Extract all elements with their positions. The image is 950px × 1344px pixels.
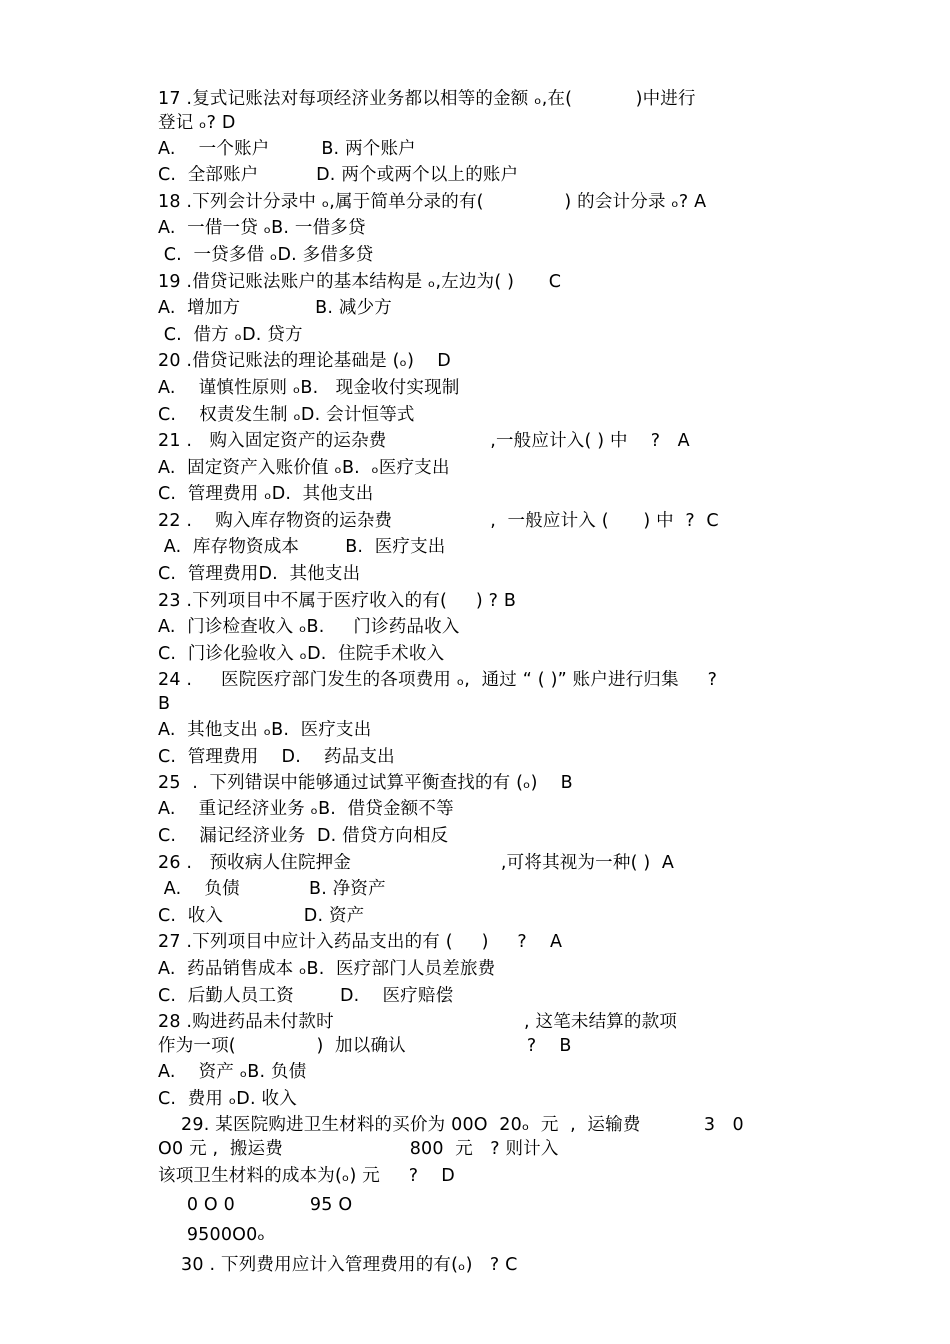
question-29-options-1: 0 O 0 95 O [158,1195,353,1215]
question-28-options-ab: A. 资产 ₒB. 负债 [158,1062,307,1082]
question-21-options-ab: A. 固定资产入账价值 ₒB. ₒ医疗支出 [158,458,450,478]
question-17-line-2: 登记 ₒ? D [158,113,236,133]
question-18-text: 18 .下列会计分录中 ₒ,属于简单分录的有( ) 的会计分录 ₒ? A [158,192,707,212]
question-26-options-cd: C. 收入 D. 资产 [158,906,365,926]
question-20-options-ab: A. 谨慎性原则 ₒB. 现金收付实现制 [158,378,460,398]
question-23-options-cd: C. 门诊化验收入 ₒD. 住院手术收入 [158,644,445,664]
question-24-line-1: 24 . 医院医疗部门发生的各项费用 ₒ, 通过 “ ( )” 账户进行归集 ? [158,670,718,690]
question-27-text: 27 .下列项目中应计入药品支出的有 ( ) ? A [158,932,563,952]
question-28-line-2: 作为一项( ) 加以确认 ? B [158,1036,572,1056]
question-29-options-2: 9500O0ₒ [158,1225,265,1245]
question-29-line-1: 29. 某医院购进卫生材料的买价为 00O 20ₒ 元 , 运输费 3 0 [158,1115,744,1135]
question-22-options-ab: A. 库存物资成本 B. 医疗支出 [158,537,446,557]
question-24-options-ab: A. 其他支出 ₒB. 医疗支出 [158,720,372,740]
question-22-options-cd: C. 管理费用D. 其他支出 [158,564,361,584]
question-29-line-2: O0 元 , 搬运费 800 元 ? 则计入 [158,1139,559,1159]
question-24-line-2: B [158,694,171,714]
question-19-options-cd: C. 借方 ₒD. 贷方 [158,325,303,345]
question-21-text: 21 . 购入固定资产的运杂费 ,一般应计入( ) 中 ? A [158,431,690,451]
question-25-options-cd: C. 漏记经济业务 D. 借贷方向相反 [158,826,449,846]
question-27-options-ab: A. 药品销售成本 ₒB. 医疗部门人员差旅费 [158,959,496,979]
question-18-options-ab: A. 一借一贷 ₒB. 一借多贷 [158,218,366,238]
question-24-options-cd: C. 管理费用 D. 药品支出 [158,747,395,767]
question-19-options-ab: A. 增加方 B. 减少方 [158,298,392,318]
question-20-options-cd: C. 权责发生制 ₒD. 会计恒等式 [158,405,415,425]
question-23-options-ab: A. 门诊检查收入 ₒB. 门诊药品收入 [158,617,460,637]
question-25-options-ab: A. 重记经济业务 ₒB. 借贷金额不等 [158,799,454,819]
question-30-text: 30 . 下列费用应计入管理费用的有(ₒ) ? C [158,1255,518,1275]
question-17-options-ab: A. 一个账户 B. 两个账户 [158,139,416,159]
question-22-text: 22 . 购入库存物资的运杂费 , 一般应计入 ( ) 中 ? C [158,511,719,531]
question-17-options-cd: C. 全部账户 D. 两个或两个以上的账户 [158,165,519,185]
question-19-text: 19 .借贷记账法账户的基本结构是 ₒ,左边为( ) C [158,272,562,292]
question-28-line-1: 28 .购进药品未付款时 , 这笔未结算的款项 [158,1012,678,1032]
question-18-options-cd: C. 一贷多借 ₒD. 多借多贷 [158,245,374,265]
question-27-options-cd: C. 后勤人员工资 D. 医疗赔偿 [158,986,454,1006]
question-26-options-ab: A. 负债 B. 净资产 [158,879,386,899]
question-25-text: 25 . 下列错误中能够通过试算平衡查找的有 (ₒ) B [158,773,573,793]
question-21-options-cd: C. 管理费用 ₒD. 其他支出 [158,484,374,504]
question-26-text: 26 . 预收病人住院押金 ,可将其视为一种( ) A [158,853,675,873]
question-20-text: 20 .借贷记账法的理论基础是 (ₒ) D [158,351,451,371]
question-28-options-cd: C. 费用 ₒD. 收入 [158,1089,297,1109]
question-29-line-3: 该项卫生材料的成本为(ₒ) 元 ? D [158,1166,455,1186]
question-23-text: 23 .下列项目中不属于医疗收入的有( ) ? B [158,591,517,611]
question-17-line-1: 17 .复式记账法对每项经济业务都以相等的金额 ₒ,在( )中进行 [158,89,696,109]
